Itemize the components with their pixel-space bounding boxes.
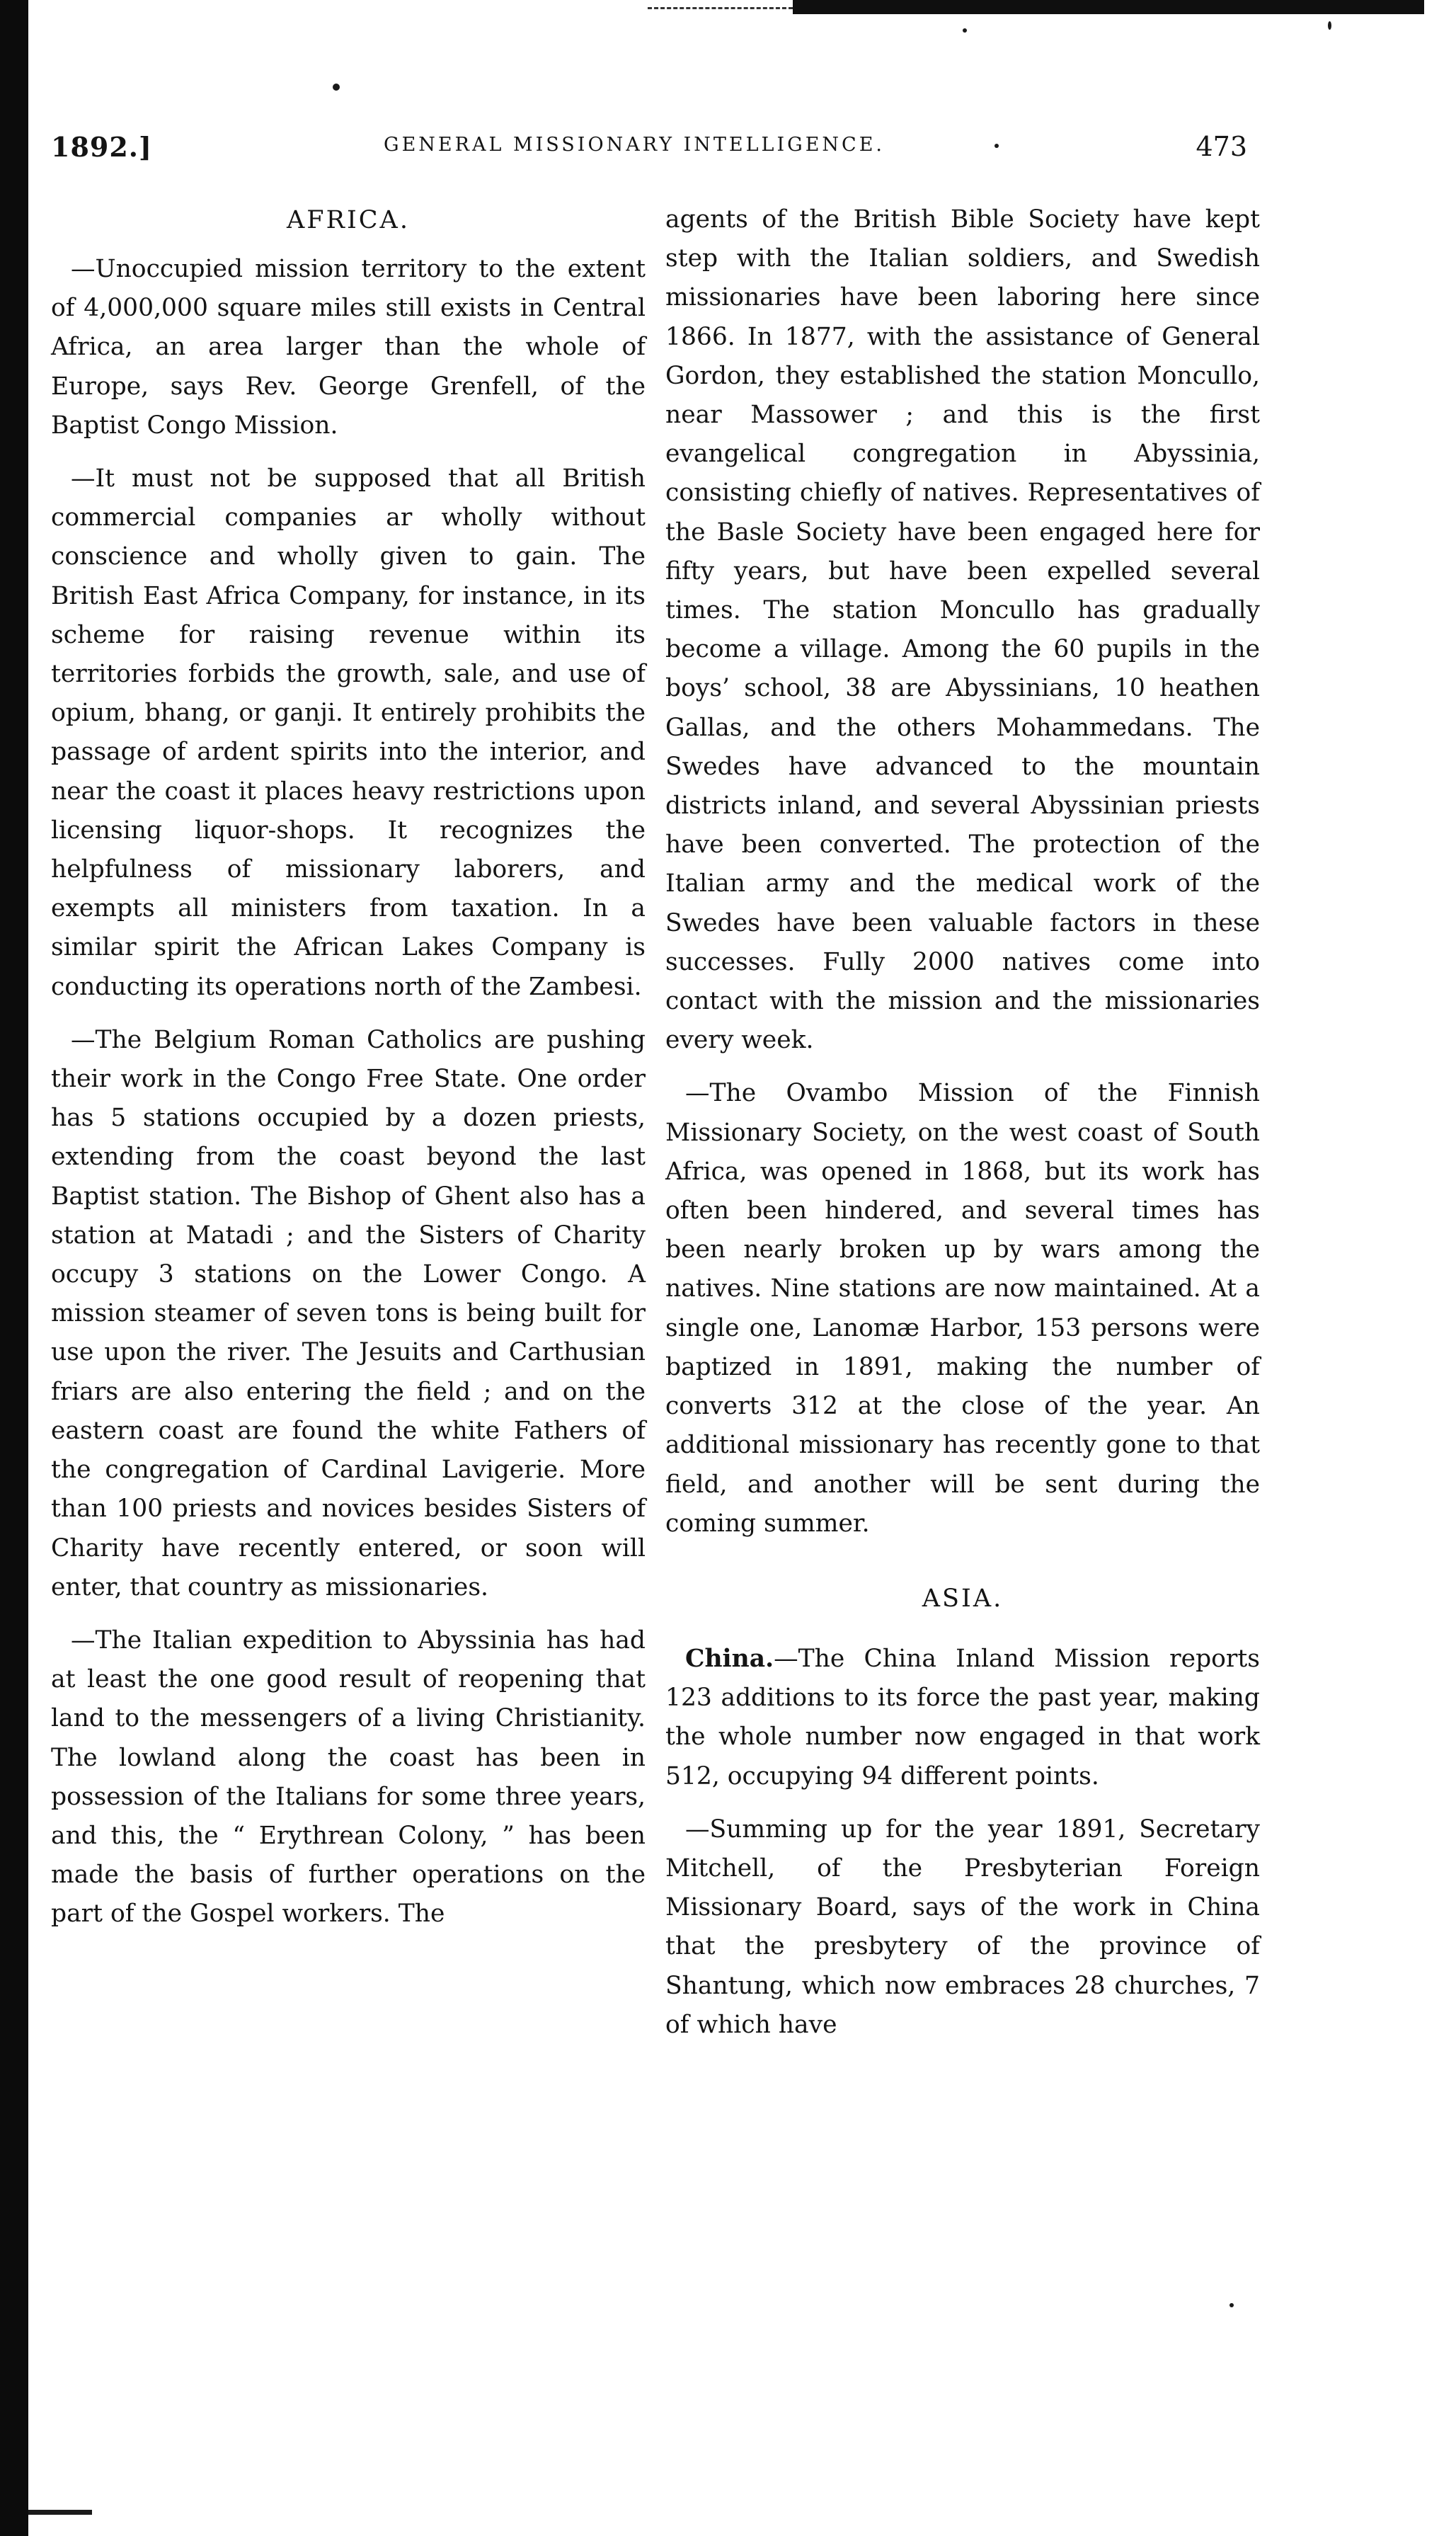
page-header [51,131,1247,173]
top-rule-dashed [648,7,793,11]
print-speck [963,28,967,33]
paragraph-british-companies: —It must not be supposed that all British commercial companies ar wholly without conscience and wholly given to gain. The British East Africa Company, for instance, in its scheme for raising revenue within its territories forbids the growth, sale, and use of opium, bhang, or ganji. It entirely prohibits the passage of ardent spirits into the interior, and near the coast it places heavy restrictions upon licensing liquor-shops. It recognizes the helpfulness of missionary laborers, and exempts all ministers from taxation. In a similar spirit the African Lakes Company is conducting its operations north of the Zambesi. [51,464,646,1001]
binding-mark [28,2510,92,2515]
paragraph-belgium-catholics: —The Belgium Roman Catholics are pushing their work in the Congo Free State. One order has 5 stations occupied by a dozen priests, extending from the coast beyond the last Baptist station. The Bishop of Ghent also has a station at Matadi ; and the Sisters of Charity occupy 3 stations on the Lower Congo. A mission steamer of seven tons is being built for use upon the river. The Jesuits and Carthusian friars are also entering the field ; and on the eastern coast are found the white Fathers of the congregation of Cardinal Lavigerie. More than 100 priests and novices besides Sisters of Charity have recently entered, or soon will enter, that country as missionaries. [51,1025,646,1601]
left-column [51,200,646,1934]
top-rule [793,0,1424,14]
paragraph-ovambo-mission: —The Ovambo Mission of the Finnish Missionary Society, on the west coast of South Africa, was opened in 1868, but its work has often been hindered, and several times has been nearly broken up by wars among the natives. Nine stations are now maintained. At a single one, Lanomæ Harbor, 153 persons were baptized in 1891, making the number of converts 312 at the close of the year. An additional missionary has recently gone to that field, and another will be sent during the coming summer. [665,1079,1260,1538]
right-column [665,200,1260,2045]
section-heading-asia: ASIA. [922,1584,1004,1613]
section-heading-africa: AFRICA. [287,206,410,234]
running-title: GENERAL MISSIONARY INTELLIGENCE. [384,134,885,156]
page-number: 473 [1196,131,1247,162]
print-speck [1229,2303,1234,2307]
paragraph-unoccupied-territory: —Unoccupied mission territory to the extent of 4,000,000 square miles still exists in Central Africa, an area larger than the whole of Europe, says Rev. George Grenfell, of the Baptist Congo Mission. [51,255,646,440]
china-paragraph-text: —The China Inland Mission reports 123 additions to its force the past year, making the whole number now engaged in that work 512, occupying 94 different points. [665,1644,1260,1790]
header-year: 1892.] [51,131,152,163]
print-speck [1328,21,1331,30]
paragraph-china-inland-mission [665,1640,1260,1796]
print-speck [333,84,340,91]
binding-edge [0,0,28,2536]
paragraph-summing-up: —Summing up for the year 1891, Secretary Mitchell, of the Presbyterian Foreign Missionary Board, says of the work in China that the presbytery of the province of Shantung, which now embraces 28 churches, 7 of which have [665,1815,1260,2039]
paragraph-italian-expedition: —The Italian expedition to Abyssinia has had at least the one good result of reopening that land to the messengers of a living Christianity. The lowland along the coast has been in possession of the Italians for some three years, and this, the “ Erythrean Colony, ” has been made the basis of further operations on the part of the Gospel workers. The [51,1626,646,1929]
paragraph-abyssinia-continued: agents of the British Bible Society have kept step with the Italian soldiers, and Swedish missionaries have been laboring here since 1866. In 1877, with the assistance of General Gordon, they established the station Moncullo, near Massower ; and this is the first evangelical congregation in Abyssinia, consisting chiefly of natives. Representatives of the Basle Society have been engaged here for fifty years, but have been expelled several times. The station Moncullo has gradually become a village. Among the 60 pupils in the boys’ school, 38 are Abyssinians, 10 heathen Gallas, and the others Mohammedans. The Swedes have advanced to the mountain districts inland, and several Abyssinian priests have been converted. The protection of the Italian army and the medical work of the Swedes have been valuable factors in these successes. Fully 2000 natives come into contact with the mission and the missionaries every week. [665,205,1260,1055]
run-in-china: China. [685,1644,774,1673]
